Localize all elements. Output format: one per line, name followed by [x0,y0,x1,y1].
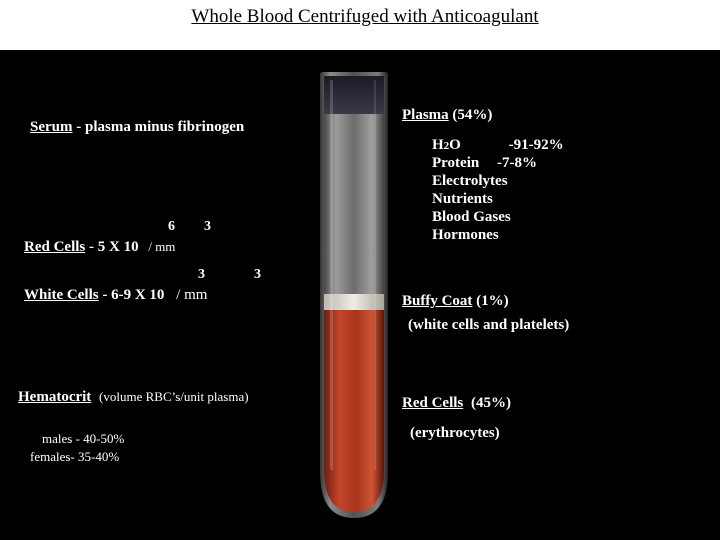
white-cells-unit: / mm [176,287,208,303]
hematocrit-desc: (volume RBC’s/unit plasma) [99,389,249,404]
hematocrit-females: females- 35-40% [30,449,120,464]
red-cells-exponent: 6 [168,219,175,234]
red-cells-line [24,238,175,256]
h2o-value: -91-92% [508,137,564,153]
serum-term: Serum [30,119,73,135]
test-tube [314,72,394,518]
h2o-o: O [449,137,461,153]
plasma-term: Plasma [402,107,449,123]
electrolytes-item: Electrolytes [432,173,508,189]
h2o-line [432,136,564,154]
red-cells-right-pct: (45%) [471,395,511,411]
buffy-coat-pct: (1%) [476,293,509,309]
erythrocytes-label: (erythrocytes) [410,425,500,441]
h2o-h: H [432,137,444,153]
red-cells-unit-exponent: 3 [204,219,211,234]
hematocrit-males: males - 40-50% [42,431,125,446]
hematocrit-line [18,388,249,406]
plasma-pct: (54%) [452,107,493,123]
white-cells-exponent: 3 [198,267,205,282]
white-cells-unit-exponent: 3 [254,267,261,282]
white-cells-value: - 6-9 X 10 [102,287,165,303]
red-cells-right-term: Red Cells [402,395,464,411]
red-cells-unit: / mm [148,239,176,254]
protein-value: -7-8% [496,155,537,171]
slide-title: Whole Blood Centrifuged with Anticoagulant [191,6,539,27]
serum-line [30,118,244,136]
h2o-subscript: 2 [443,140,450,152]
buffy-coat-line [402,292,509,310]
plasma-line [402,106,492,124]
buffy-coat-desc: (white cells and platelets) [408,317,570,333]
white-cells-line [24,286,207,304]
serum-desc: - plasma minus fibrinogen [76,119,245,135]
protein-line [432,154,537,172]
red-cells-term: Red Cells [24,239,86,255]
red-cells-value: - 5 X 10 [89,239,139,255]
buffy-coat-term: Buffy Coat [402,293,473,309]
nutrients-item: Nutrients [432,191,493,207]
protein-label: Protein [432,155,480,171]
title-bar [0,0,720,50]
hematocrit-term: Hematocrit [18,389,92,405]
red-cells-right-line [402,394,511,412]
hormones-item: Hormones [432,227,499,243]
white-cells-term: White Cells [24,287,99,303]
blood-gases-item: Blood Gases [432,209,511,225]
